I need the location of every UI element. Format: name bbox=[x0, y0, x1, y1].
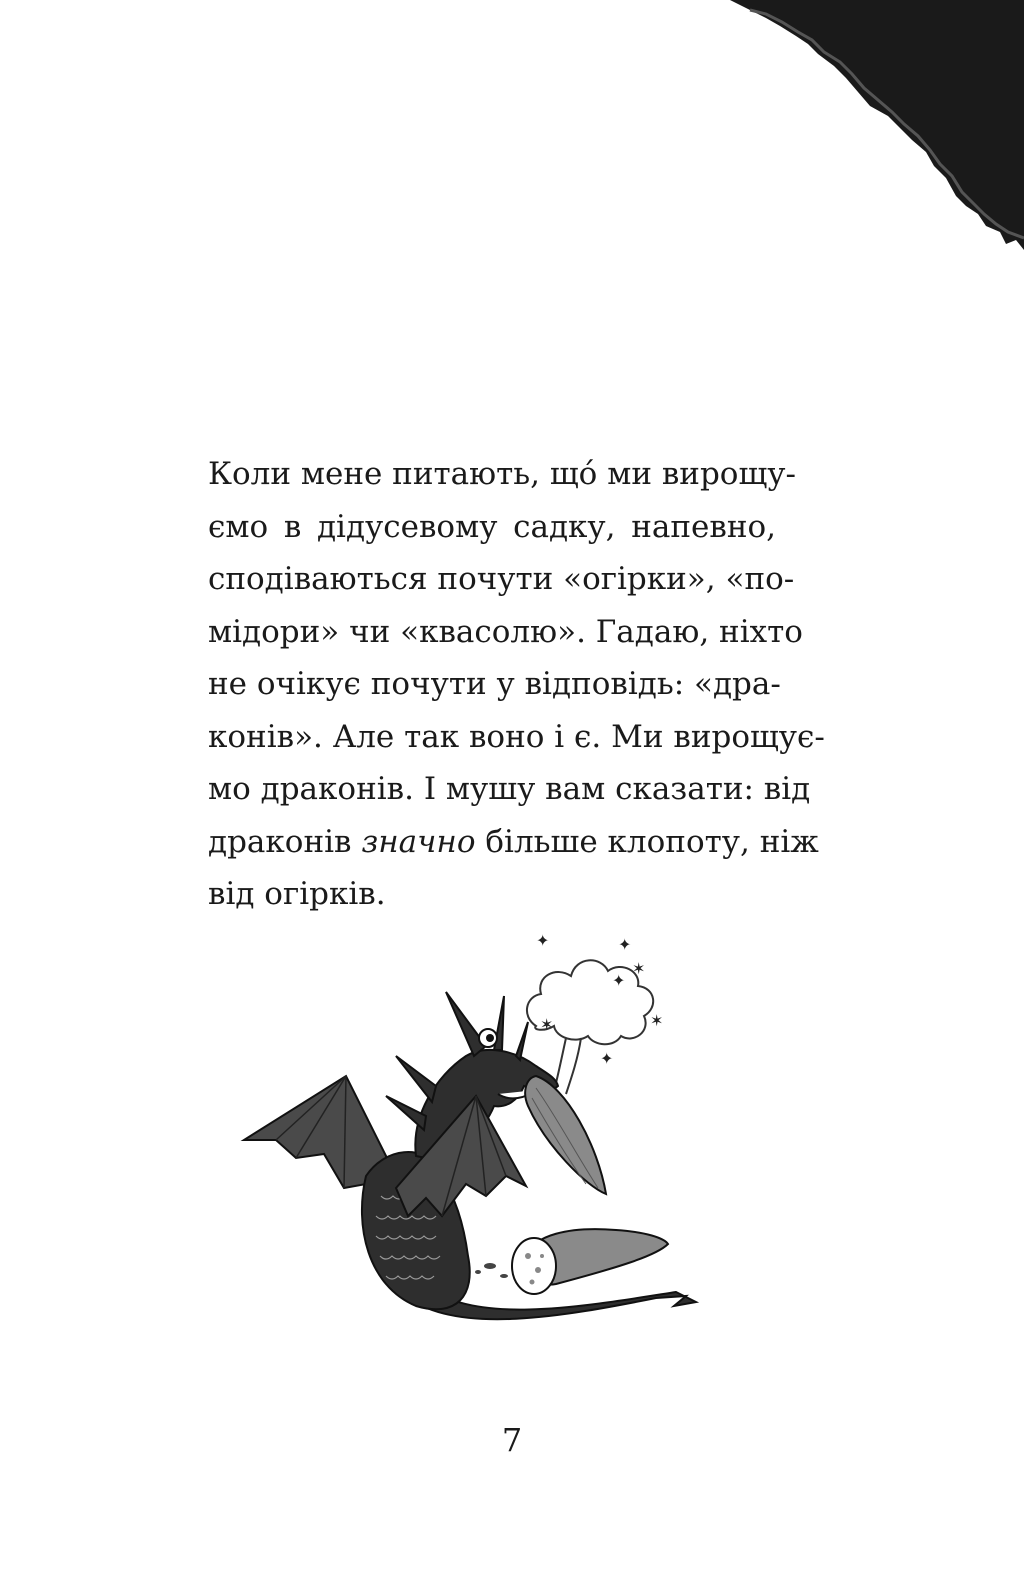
svg-text:✶: ✶ bbox=[540, 1015, 554, 1034]
text-line-with-emphasis bbox=[208, 816, 819, 869]
text-line: сподіваються почути «огірки», «по- bbox=[208, 561, 795, 597]
torn-page-corner bbox=[720, 0, 1024, 260]
dragon-illustration bbox=[236, 926, 716, 1354]
page-number: 7 bbox=[501, 1421, 523, 1459]
svg-text:✶: ✶ bbox=[632, 959, 646, 978]
svg-text:✦: ✦ bbox=[612, 971, 626, 990]
svg-text:✦: ✦ bbox=[536, 931, 550, 950]
text-line: конів». Але так воно і є. Ми вирощує- bbox=[208, 718, 825, 755]
text-line: не очікує почути у відповідь: «дра- bbox=[208, 666, 781, 702]
text-run: драконів bbox=[208, 823, 362, 860]
text-line: мідори» чи «квасолю». Гадаю, ніхто bbox=[208, 613, 803, 650]
text-line: Коли мене питають, що́ ми вирощу- bbox=[208, 456, 796, 492]
svg-text:✦: ✦ bbox=[600, 1049, 614, 1068]
text-run: більше клопоту, ніж bbox=[475, 823, 819, 860]
svg-text:✶: ✶ bbox=[650, 1011, 664, 1030]
text-line: ємо в дідусевому садку, напевно, bbox=[208, 508, 776, 545]
text-line: мо драконів. І мушу вам сказати: від bbox=[208, 771, 811, 807]
emphasis-word: значно bbox=[361, 823, 476, 860]
svg-text:✦: ✦ bbox=[618, 935, 632, 954]
text-line: від огірків. bbox=[208, 876, 386, 912]
body-text bbox=[208, 448, 825, 921]
